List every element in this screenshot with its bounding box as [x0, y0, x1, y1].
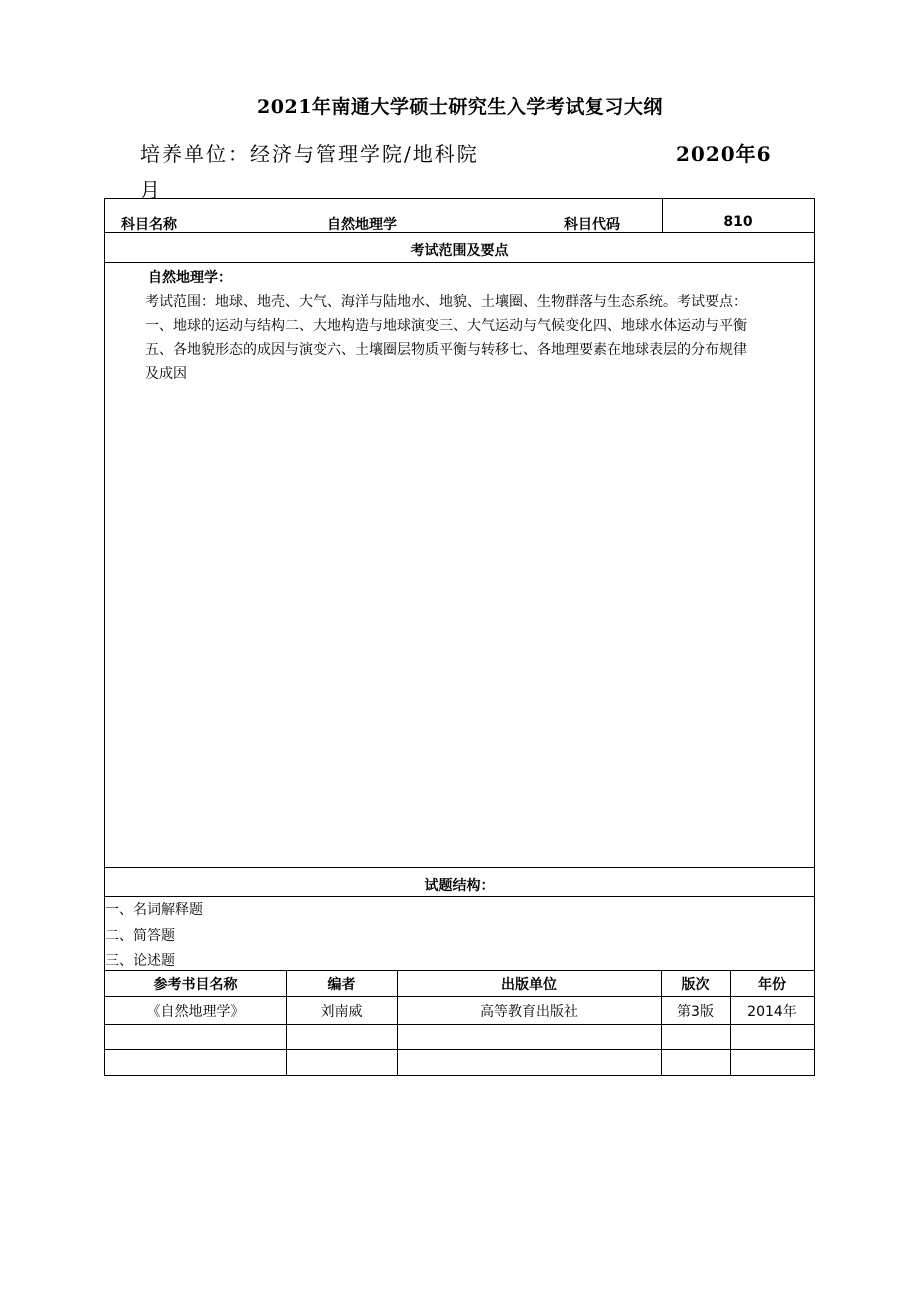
scope-line: 自然地理学：: [148, 270, 232, 286]
subject-name-value: 自然地理学: [327, 217, 397, 233]
scope-body: [145, 266, 816, 386]
date-line-1: 2020年6: [676, 142, 772, 166]
scope-line: 五、各地貌形态的成因与演变六、土壤圈层物质平衡与转移七、各地理要素在地球表层的分布规律: [145, 342, 747, 358]
date-line-2: 月: [140, 178, 160, 202]
book-header-year: 年份: [758, 977, 786, 993]
structure-heading: 试题结构：: [424, 878, 495, 894]
subject-code-value: 810: [723, 214, 753, 230]
scope-line: 考试范围：地球、地壳、大气、海洋与陆地水、地貌、土壤圈、生物群落与生态系统。考试要点：: [145, 294, 747, 310]
row-divider: [105, 1049, 814, 1050]
scope-line: 一、地球的运动与结构二、大地构造与地球演变三、大气运动与气候变化四、地球水体运动与平衡: [145, 318, 747, 334]
book-cell-title: 《自然地理学》: [146, 1004, 245, 1020]
book-header-publisher: 出版单位: [501, 977, 557, 993]
book-cell-publisher: 高等教育出版社: [480, 1004, 578, 1020]
row-divider: [105, 996, 814, 997]
structure-item: 三、论述题: [105, 953, 175, 969]
row-divider: [105, 896, 814, 897]
subject-code-label: 科目代码: [564, 217, 620, 233]
row-divider: [105, 867, 814, 868]
syllabus-table: [104, 198, 815, 1076]
row-divider: [105, 970, 814, 971]
book-cell-year: 2014年: [747, 1004, 797, 1020]
structure-item: 一、名词解释题: [105, 902, 203, 918]
scope-line: 及成因: [145, 366, 187, 382]
document-title: 2021年南通大学硕士研究生入学考试复习大纲: [257, 96, 663, 118]
book-header-edition: 版次: [681, 977, 710, 993]
book-cell-edition: 第3版: [677, 1004, 714, 1020]
subject-name-label: 科目名称: [121, 217, 177, 233]
row-divider: [105, 262, 814, 263]
row-divider: [105, 1024, 814, 1025]
book-header-editor: 编者: [327, 977, 356, 993]
training-unit: 培养单位：经济与管理学院/地科院: [140, 142, 479, 166]
structure-item: 二、简答题: [105, 928, 175, 944]
scope-heading: 考试范围及要点: [410, 243, 509, 259]
row-divider: [105, 232, 814, 233]
book-header-title: 参考书目名称: [153, 977, 238, 993]
book-cell-editor: 刘南威: [320, 1004, 363, 1020]
